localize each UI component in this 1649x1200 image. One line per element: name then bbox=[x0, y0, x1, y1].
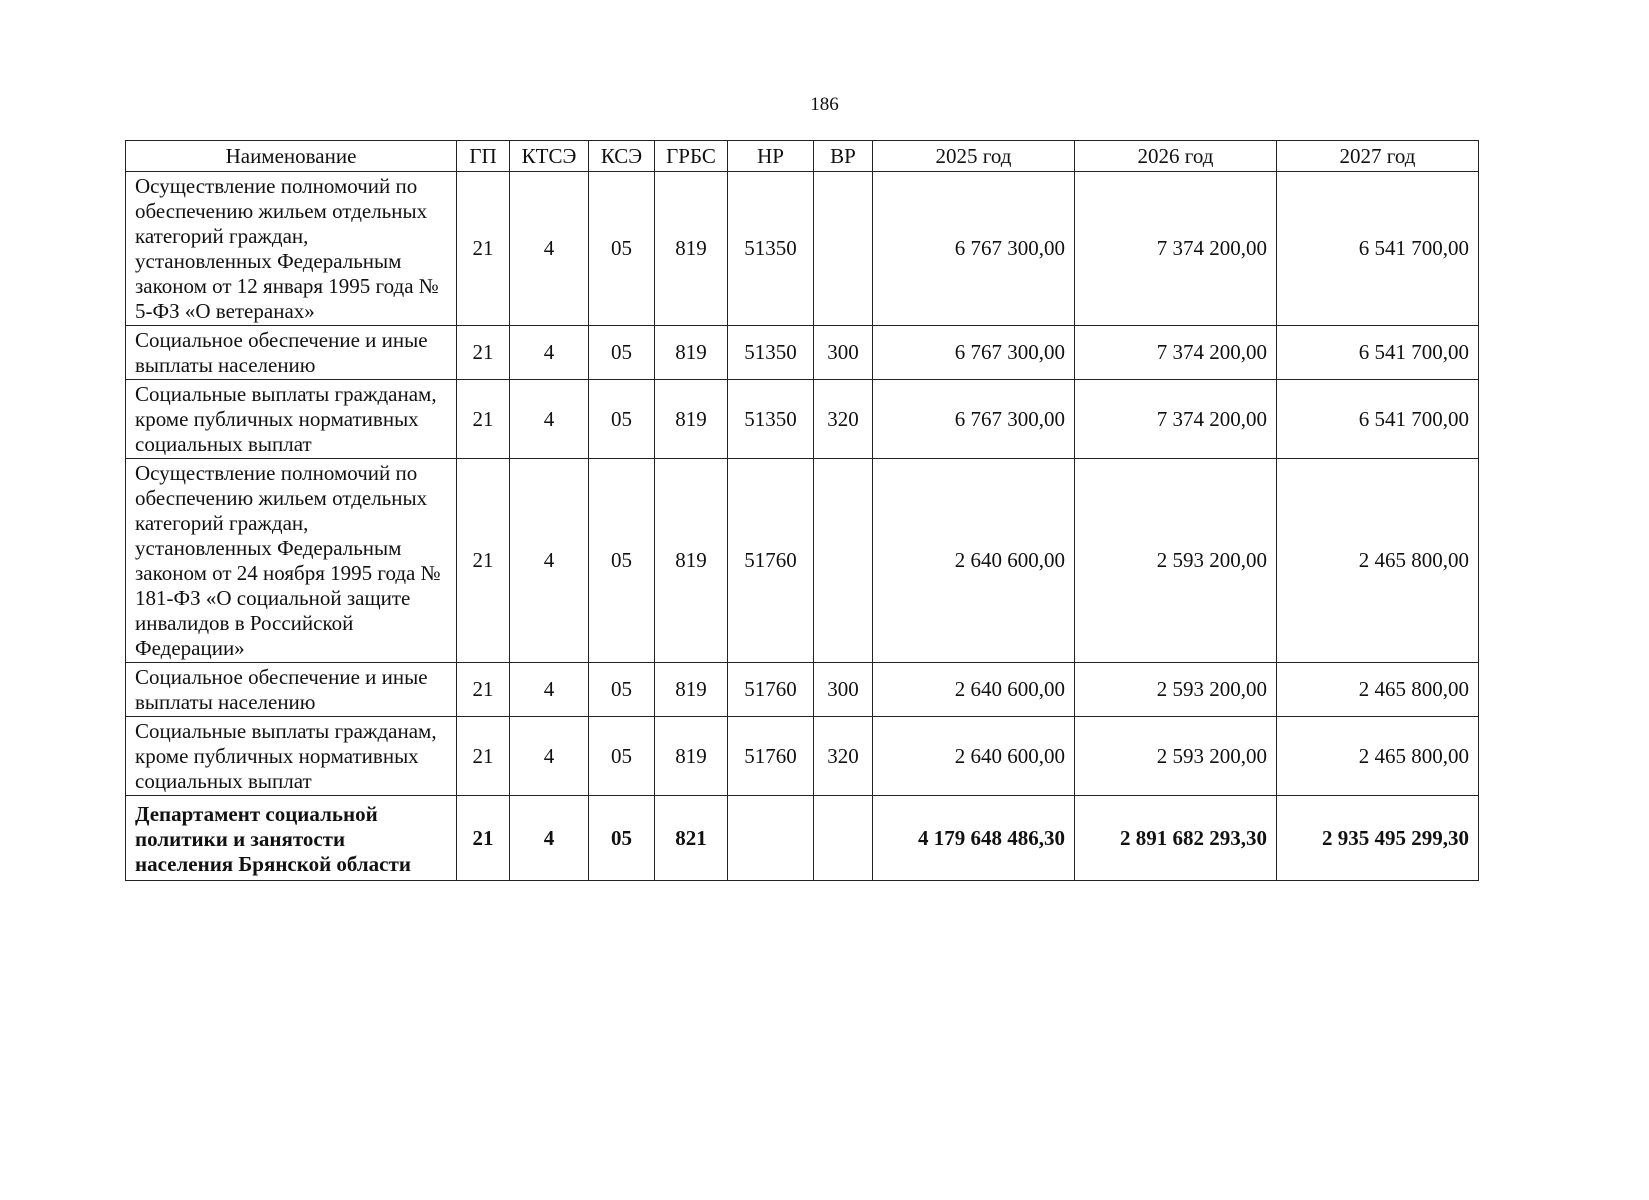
table-row bbox=[126, 663, 1479, 717]
row-name: Осуществление полномочий по обеспечению жильем отдельных категорий граждан, установленных Федеральным законом от 12 января 1995 года № 5-ФЗ «О ветеранах» bbox=[126, 172, 457, 326]
row-nr bbox=[728, 796, 814, 881]
row-kse: 05 bbox=[589, 380, 655, 459]
row-amount-2027: 2 935 495 299,30 bbox=[1277, 796, 1479, 881]
row-nr: 51350 bbox=[728, 380, 814, 459]
row-amount-2027: 6 541 700,00 bbox=[1277, 380, 1479, 459]
row-vr: 320 bbox=[814, 380, 873, 459]
row-kse: 05 bbox=[589, 717, 655, 796]
row-grbs: 819 bbox=[655, 717, 728, 796]
header-grbs: ГРБС bbox=[655, 141, 728, 172]
row-name: Осуществление полномочий по обеспечению жильем отдельных категорий граждан, установленных Федеральным законом от 24 ноября 1995 года № 181-ФЗ «О социальной защите инвалидов в Российской Федерации» bbox=[126, 459, 457, 663]
row-amount-2026: 2 593 200,00 bbox=[1075, 663, 1277, 717]
header-gp: ГП bbox=[457, 141, 510, 172]
row-grbs: 819 bbox=[655, 172, 728, 326]
row-nr: 51760 bbox=[728, 663, 814, 717]
row-grbs: 819 bbox=[655, 326, 728, 380]
row-amount-2026: 7 374 200,00 bbox=[1075, 172, 1277, 326]
row-amount-2027: 6 541 700,00 bbox=[1277, 172, 1479, 326]
row-name: Социальное обеспечение и иные выплаты населению bbox=[126, 663, 457, 717]
row-vr: 320 bbox=[814, 717, 873, 796]
row-amount-2025: 2 640 600,00 bbox=[873, 459, 1075, 663]
row-amount-2026: 2 891 682 293,30 bbox=[1075, 796, 1277, 881]
row-grbs: 819 bbox=[655, 380, 728, 459]
header-kse: КСЭ bbox=[589, 141, 655, 172]
header-ktse: КТСЭ bbox=[510, 141, 589, 172]
row-amount-2026: 7 374 200,00 bbox=[1075, 326, 1277, 380]
row-amount-2025: 4 179 648 486,30 bbox=[873, 796, 1075, 881]
header-name: Наименование bbox=[126, 141, 457, 172]
row-vr bbox=[814, 796, 873, 881]
header-vr: ВР bbox=[814, 141, 873, 172]
page-number: 186 bbox=[810, 94, 839, 115]
row-amount-2025: 2 640 600,00 bbox=[873, 663, 1075, 717]
row-gp: 21 bbox=[457, 796, 510, 881]
row-amount-2025: 6 767 300,00 bbox=[873, 172, 1075, 326]
row-gp: 21 bbox=[457, 326, 510, 380]
row-name: Департамент социальной политики и занятости населения Брянской области bbox=[126, 796, 457, 881]
row-nr: 51350 bbox=[728, 172, 814, 326]
row-amount-2025: 6 767 300,00 bbox=[873, 326, 1075, 380]
row-name: Социальные выплаты гражданам, кроме публичных нормативных социальных выплат bbox=[126, 380, 457, 459]
row-kse: 05 bbox=[589, 326, 655, 380]
row-kse: 05 bbox=[589, 172, 655, 326]
header-2027: 2027 год bbox=[1277, 141, 1479, 172]
row-name: Социальные выплаты гражданам, кроме публичных нормативных социальных выплат bbox=[126, 717, 457, 796]
row-name: Социальное обеспечение и иные выплаты населению bbox=[126, 326, 457, 380]
row-ktse: 4 bbox=[510, 172, 589, 326]
row-nr: 51760 bbox=[728, 717, 814, 796]
row-vr bbox=[814, 459, 873, 663]
row-grbs: 819 bbox=[655, 459, 728, 663]
row-gp: 21 bbox=[457, 172, 510, 326]
table-row bbox=[126, 459, 1479, 663]
header-2026: 2026 год bbox=[1075, 141, 1277, 172]
row-kse: 05 bbox=[589, 796, 655, 881]
row-kse: 05 bbox=[589, 663, 655, 717]
table-row bbox=[126, 326, 1479, 380]
row-grbs: 821 bbox=[655, 796, 728, 881]
row-ktse: 4 bbox=[510, 796, 589, 881]
row-ktse: 4 bbox=[510, 459, 589, 663]
row-nr: 51760 bbox=[728, 459, 814, 663]
row-amount-2027: 6 541 700,00 bbox=[1277, 326, 1479, 380]
row-amount-2026: 7 374 200,00 bbox=[1075, 380, 1277, 459]
table-row-department-total bbox=[126, 796, 1479, 881]
row-vr bbox=[814, 172, 873, 326]
row-gp: 21 bbox=[457, 459, 510, 663]
row-amount-2026: 2 593 200,00 bbox=[1075, 717, 1277, 796]
row-vr: 300 bbox=[814, 326, 873, 380]
row-amount-2027: 2 465 800,00 bbox=[1277, 663, 1479, 717]
row-gp: 21 bbox=[457, 717, 510, 796]
row-kse: 05 bbox=[589, 459, 655, 663]
row-ktse: 4 bbox=[510, 380, 589, 459]
budget-table bbox=[125, 140, 1479, 881]
table-row bbox=[126, 380, 1479, 459]
table-header-row bbox=[126, 141, 1479, 172]
row-grbs: 819 bbox=[655, 663, 728, 717]
row-amount-2027: 2 465 800,00 bbox=[1277, 459, 1479, 663]
row-gp: 21 bbox=[457, 380, 510, 459]
row-nr: 51350 bbox=[728, 326, 814, 380]
table-row bbox=[126, 717, 1479, 796]
row-ktse: 4 bbox=[510, 663, 589, 717]
row-gp: 21 bbox=[457, 663, 510, 717]
row-amount-2025: 2 640 600,00 bbox=[873, 717, 1075, 796]
table-row bbox=[126, 172, 1479, 326]
row-amount-2027: 2 465 800,00 bbox=[1277, 717, 1479, 796]
header-2025: 2025 год bbox=[873, 141, 1075, 172]
row-vr: 300 bbox=[814, 663, 873, 717]
header-nr: НР bbox=[728, 141, 814, 172]
row-ktse: 4 bbox=[510, 717, 589, 796]
row-amount-2025: 6 767 300,00 bbox=[873, 380, 1075, 459]
row-ktse: 4 bbox=[510, 326, 589, 380]
row-amount-2026: 2 593 200,00 bbox=[1075, 459, 1277, 663]
